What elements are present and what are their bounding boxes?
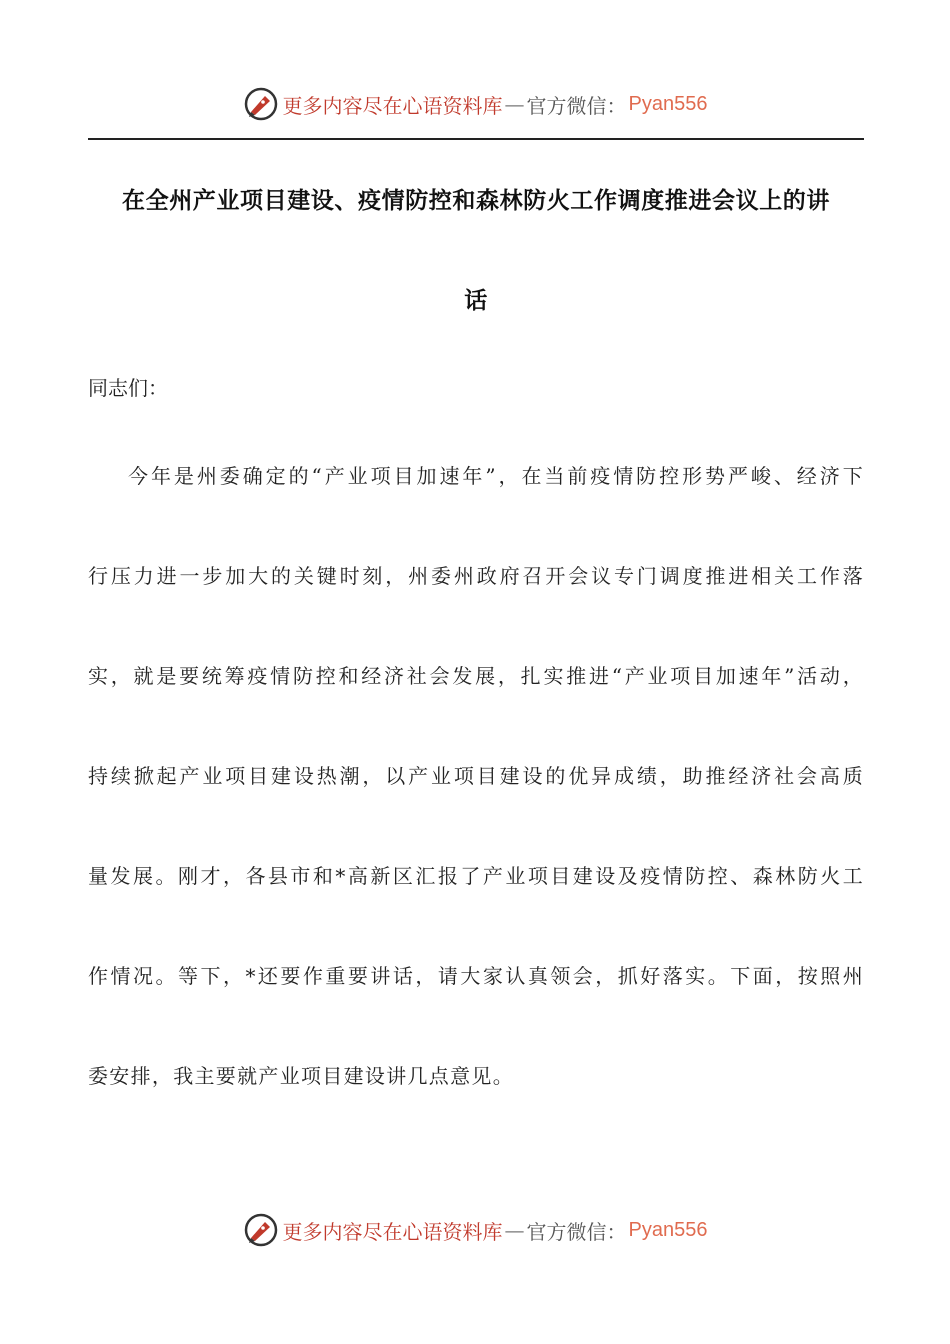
banner-brand-text: 更多内容尽在心语资料库 — [282, 93, 503, 118]
footer-official-label: 官方微信： — [526, 1219, 627, 1244]
paragraph-line-1: 今年是州委确定的“产业项目加速年”，在当前疫情防控形势严峻、经济下 — [128, 464, 864, 488]
paragraph-line-2: 行压力进一步加大的关键时刻，州委州政府召开会议专门调度推进相关工作落 — [88, 564, 864, 588]
salutation: 同志们： — [88, 376, 168, 400]
document-title-line-1: 在全州产业项目建设、疫情防控和森林防火工作调度推进会议上的讲 — [122, 188, 830, 214]
paragraph-line-5: 量发展。刚才，各县市和*高新区汇报了产业项目建设及疫情防控、森林防火工 — [88, 864, 864, 888]
footer-wechat-id: Pyan556 — [628, 1218, 708, 1241]
footer-brand-text: 更多内容尽在心语资料库 — [282, 1219, 503, 1244]
paragraph-line-4: 持续掀起产业项目建设热潮，以产业项目建设的优异成绩，助推经济社会高质 — [88, 764, 864, 788]
pen-nib-logo-icon — [243, 1212, 279, 1248]
pen-nib-logo-icon — [243, 86, 279, 122]
banner-dash: — — [504, 92, 525, 116]
paragraph-line-7: 委安排，我主要就产业项目建设讲几点意见。 — [88, 1064, 514, 1088]
banner-official-label: 官方微信： — [526, 93, 627, 118]
paragraph-line-6: 作情况。等下，*还要作重要讲话，请大家认真领会，抓好落实。下面，按照州 — [88, 964, 864, 988]
paragraph-line-3: 实，就是要统筹疫情防控和经济社会发展，扎实推进“产业项目加速年”活动， — [88, 664, 864, 688]
document-title-line-2: 话 — [464, 288, 488, 314]
header-divider — [88, 138, 864, 140]
footer-dash: — — [504, 1218, 525, 1242]
footer-banner — [0, 1208, 950, 1252]
banner-wechat-id: Pyan556 — [628, 92, 708, 115]
header-banner — [0, 82, 950, 126]
